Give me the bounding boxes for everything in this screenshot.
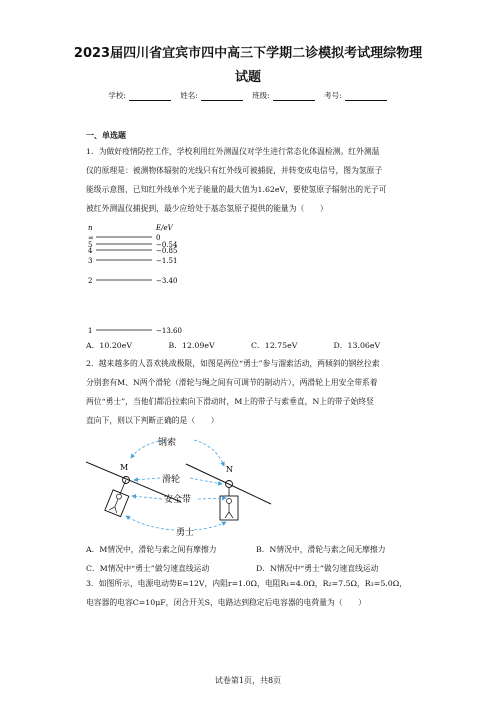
- question-1-options: [86, 340, 416, 351]
- exam-number-blank[interactable]: [345, 92, 387, 101]
- q3-line: 3．如图所示，电源电动势E=12V，内阻r=1.0Ω，电阻R₁=4.0Ω，R₂=7.5Ω，R₃=5.0Ω，: [86, 579, 407, 588]
- q2-option-c[interactable]: C．M情况中“勇士”做匀速直线运动: [86, 564, 210, 573]
- question-1-text: [86, 142, 416, 218]
- person-m-icon: [105, 490, 129, 517]
- q1-option-a[interactable]: A．10.20eV: [86, 341, 132, 350]
- label-N: N: [226, 465, 233, 474]
- level-n-1: 1: [88, 327, 93, 335]
- level-e-5: −0.54: [156, 241, 178, 249]
- q2-option-d[interactable]: D．N情况中“勇士”做匀速直线运动: [256, 564, 379, 573]
- exam-title-line1: 2023届四川省宜宾市四中高三下学期二诊模拟考试理综物理: [73, 46, 423, 61]
- level-e-inf: 0: [156, 234, 161, 242]
- q2-option-a[interactable]: A．M情况中，滑轮与索之间有摩擦力: [86, 545, 217, 554]
- name-blank[interactable]: [201, 92, 243, 101]
- level-e-2: −3.40: [156, 277, 178, 285]
- q2-line: 两位“勇士”，当他们都沿拉索向下滑动时，M上的带子与索垂直，N上的带子始终竖: [86, 397, 374, 406]
- energy-axis-label: E/eV: [156, 224, 173, 232]
- class-label: 班级:: [252, 91, 270, 100]
- label-M: M: [120, 463, 129, 472]
- label-yongshi: 勇士: [176, 528, 195, 538]
- exam-title-line2: 试题: [234, 70, 261, 85]
- q2-line: 2．越来越多的人喜欢挑战极限，如图是两位“勇士”参与溜索活动，两倾斜的钢丝拉索: [86, 359, 380, 368]
- q1-option-c[interactable]: C．12.75eV: [251, 341, 298, 350]
- student-info-row: [0, 90, 496, 101]
- q1-line: 1．为做好疫情防控工作，学校利用红外测温仪对学生进行常态化体温检测。红外测温: [86, 147, 380, 156]
- page-footer: 试卷第1页，共8页: [214, 676, 282, 685]
- q3-line: 电容器的电容C=10μF，闭合开关S，电路达到稳定后电容器的电荷量为（ ）: [86, 598, 366, 607]
- level-e-4: −0.85: [156, 247, 178, 255]
- level-n-3: 3: [88, 257, 93, 265]
- q1-option-d[interactable]: D．13.06eV: [333, 341, 381, 350]
- section-heading: 一、单选题: [86, 131, 126, 140]
- q2-line: 直向下，则以下判断正确的是（ ）: [86, 416, 219, 425]
- q2-line: 分别套有M、N两个滑轮（滑轮与绳之间有可调节的制动片），两滑轮上用安全带系着: [86, 378, 378, 387]
- school-blank[interactable]: [129, 92, 171, 101]
- level-n-inf: ∞: [88, 234, 94, 242]
- school-label: 学校:: [108, 91, 126, 100]
- q1-line: 仪的原理是：被测物体辐射的光线只有红外线可被捕捉，并转变成电信号，图为氢原子: [86, 166, 383, 175]
- question-3-text: [86, 574, 416, 612]
- q1-line: 被红外测温仪捕捉到，最少应给处于基态氢原子提供的能量为（ ）: [86, 204, 328, 213]
- q1-line: 能级示意图，已知红外线单个光子能量的最大值为1.62eV，要使氢原子辐射出的光子可: [86, 185, 387, 194]
- label-anquandai: 安全带: [164, 495, 192, 505]
- question-2-options-row2: [86, 563, 426, 574]
- q1-option-b[interactable]: B．12.09eV: [168, 341, 215, 350]
- n-axis-label: n: [88, 224, 93, 232]
- level-n-5: 5: [88, 241, 93, 249]
- person-n-icon: [220, 496, 238, 520]
- level-e-1: −13.60: [156, 327, 182, 335]
- label-hualun: 滑轮: [162, 475, 181, 485]
- energy-level-diagram: [86, 220, 216, 338]
- class-blank[interactable]: [273, 92, 315, 101]
- question-2-text: [86, 354, 416, 430]
- exam-number-label: 考号:: [324, 91, 342, 100]
- zipline-figure: [86, 432, 286, 542]
- name-label: 姓名:: [180, 91, 198, 100]
- level-e-3: −1.51: [156, 257, 178, 265]
- question-2-options-row1: [86, 544, 426, 555]
- level-n-2: 2: [88, 277, 93, 285]
- level-n-4: 4: [88, 247, 93, 255]
- label-gangsuo: 钢索: [158, 438, 177, 448]
- q2-option-b[interactable]: B．N情况中，滑轮与索之间无摩擦力: [256, 545, 386, 554]
